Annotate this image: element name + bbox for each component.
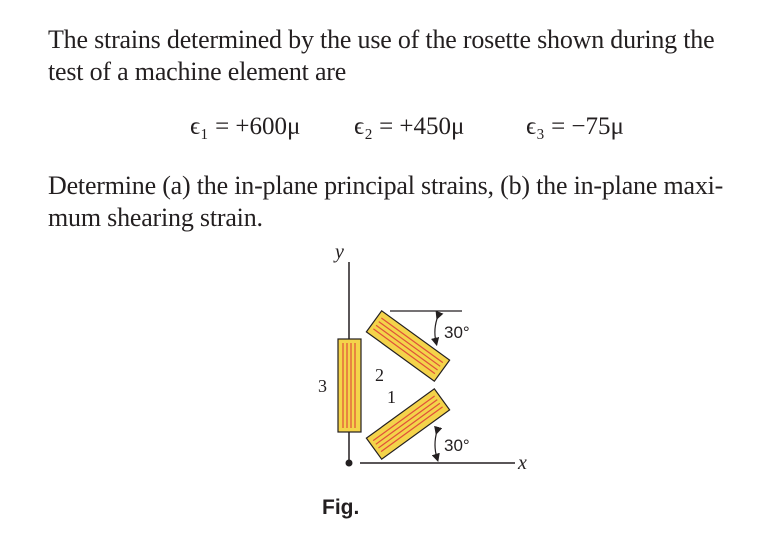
strain-3: ϵ₃ = −75μ xyxy=(526,113,624,140)
problem-statement: The strains determined by the use of the rosette shown during the test of a machine element are xyxy=(48,25,715,86)
bottom-angle-label: 30° xyxy=(444,436,470,455)
bottom-angle-arc xyxy=(435,431,437,458)
strain-2: ϵ₂ = +450μ xyxy=(354,113,465,140)
figure-caption: Fig. xyxy=(322,496,360,519)
top-angle-arc xyxy=(435,316,438,342)
top-angle-label: 30° xyxy=(444,323,470,342)
problem-question: Determine (a) the in-plane principal strains, (b) the in-plane maxi-mum shearing strain. xyxy=(48,171,724,232)
strain-1: ϵ₁ = +600μ xyxy=(190,113,301,140)
gauge-3-label: 3 xyxy=(318,376,327,396)
gauge-2-label: 2 xyxy=(375,365,384,385)
gauge-1-label: 1 xyxy=(387,387,396,407)
gauge-3 xyxy=(338,339,361,432)
gauge-1 xyxy=(366,389,449,459)
y-axis-label: y xyxy=(335,241,344,263)
origin-point xyxy=(346,460,353,467)
x-axis-label: x xyxy=(518,452,527,474)
